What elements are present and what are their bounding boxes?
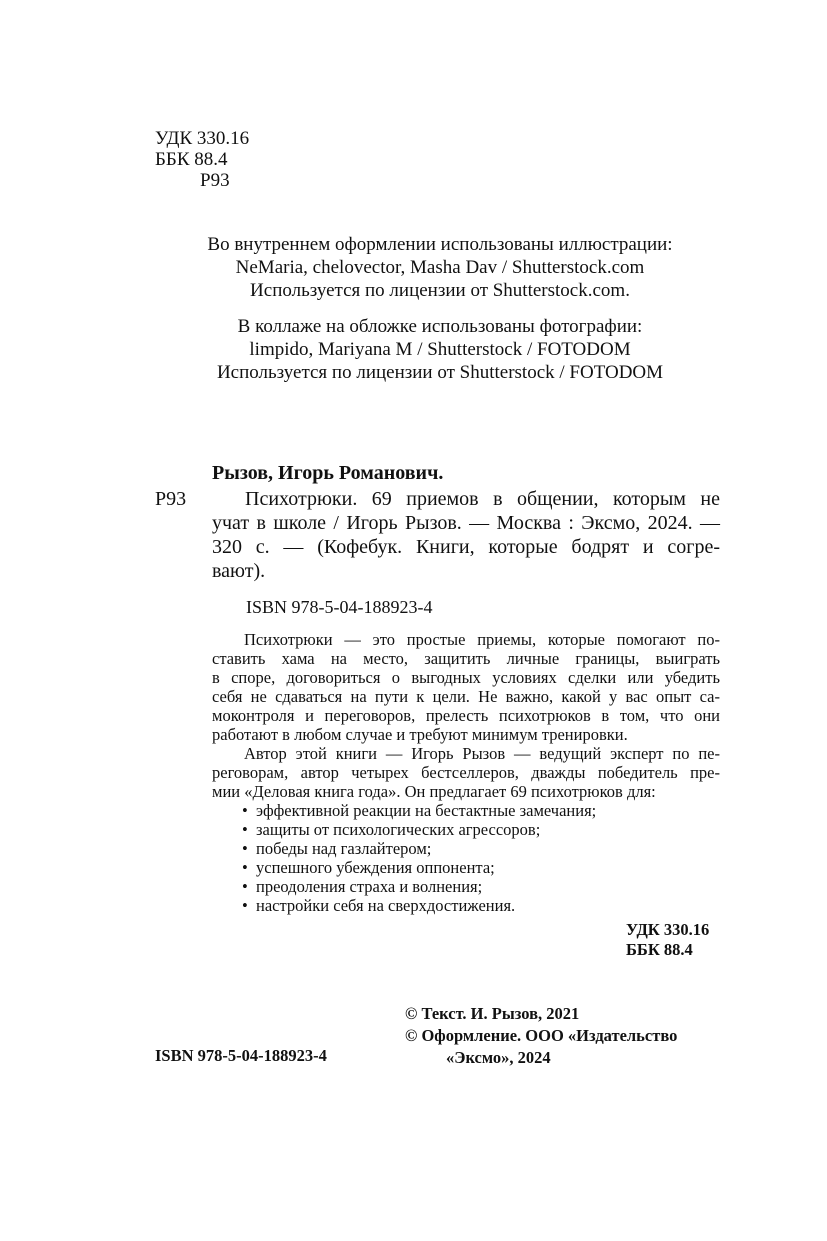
credit-line: Во внутреннем оформлении использованы иллюстрации: bbox=[207, 234, 673, 255]
annotation bbox=[212, 630, 720, 915]
entry-line: Психотрюки. 69 приемов в общении, которым не bbox=[245, 488, 720, 510]
annotation-line: ставить хама на место, защитить личные границы, выиграть bbox=[212, 649, 720, 668]
copyright-text: © Текст. И. Рызов, 2021 bbox=[405, 1004, 580, 1023]
catalog-entry bbox=[212, 487, 720, 583]
bullet-icon: • bbox=[242, 820, 248, 839]
copyright-design: © Оформление. ООО «Издательство bbox=[405, 1026, 678, 1045]
annotation-line: Психотрюки — это простые приемы, которые помогают по- bbox=[244, 630, 720, 649]
annotation-paragraph-1 bbox=[212, 630, 720, 744]
list-item: • успешного убеждения оппонента; bbox=[242, 858, 495, 877]
annotation-line: мии «Деловая книга года». Он предлагает 69 психотрюков для: bbox=[212, 782, 656, 801]
illustration-credits bbox=[150, 233, 730, 302]
catalog-author: Рызов, Игорь Романович. bbox=[212, 462, 444, 484]
list-item: • эффективной реакции на бестактные замечания; bbox=[242, 801, 597, 820]
cover-credits bbox=[150, 315, 730, 384]
annotation-line: себя не сдаваться на пути к цели. Не важно, какой у вас опыт са- bbox=[212, 687, 720, 706]
annotation-bullet-list bbox=[212, 801, 720, 915]
bullet-icon: • bbox=[242, 839, 248, 858]
annotation-line: Автор этой книги — Игорь Рызов — ведущий эксперт по пе- bbox=[244, 744, 720, 763]
catalog-code: Р93 bbox=[155, 488, 187, 510]
annotation-line: реговорам, автор четырех бестселлеров, дважды победитель пре- bbox=[212, 763, 720, 782]
bullet-icon: • bbox=[242, 877, 248, 896]
bullet-icon: • bbox=[242, 896, 248, 915]
list-item: • преодоления страха и волнения; bbox=[242, 877, 483, 896]
copyright-block bbox=[405, 1003, 677, 1069]
copyright-design-cont: «Эксмо», 2024 bbox=[446, 1048, 551, 1067]
list-item: • победы над газлайтером; bbox=[242, 839, 432, 858]
bbk-code-right: ББК 88.4 bbox=[626, 940, 693, 959]
author-code: Р93 bbox=[200, 170, 230, 191]
annotation-paragraph-2 bbox=[212, 744, 720, 801]
bbk-code: ББК 88.4 bbox=[155, 149, 228, 170]
udk-code: УДК 330.16 bbox=[155, 128, 250, 149]
annotation-line: моконтроля и переговоров, прелесть психотрюков в том, что они bbox=[212, 706, 720, 725]
bullet-icon: • bbox=[242, 801, 248, 820]
credit-line: Используется по лицензии от Shutterstock / FOTODOM bbox=[216, 362, 664, 383]
udk-code-right: УДК 330.16 bbox=[626, 920, 710, 939]
entry-line: учат в школе / Игорь Рызов. — Москва : Эксмо, 2024. — bbox=[212, 512, 720, 534]
annotation-line: работают в любом случае и требуют минимум тренировки. bbox=[212, 725, 628, 744]
catalog-isbn: ISBN 978-5-04-188923-4 bbox=[246, 597, 433, 617]
entry-line: вают). bbox=[212, 560, 266, 582]
list-item: • настройки себя на сверхдостижения. bbox=[242, 896, 516, 915]
entry-line: 320 с. — (Кофебук. Книги, которые бодрят и согре- bbox=[212, 536, 720, 558]
isbn-bottom: ISBN 978-5-04-188923-4 bbox=[155, 1046, 327, 1065]
credit-line: Используется по лицензии от Shutterstock.com. bbox=[250, 280, 630, 301]
classification-right bbox=[626, 920, 709, 960]
bullet-icon: • bbox=[242, 858, 248, 877]
list-item: • защиты от психологических агрессоров; bbox=[242, 820, 541, 839]
credit-line: NeMaria, chelovector, Masha Dav / Shutterstock.com bbox=[235, 257, 645, 278]
classification-block bbox=[155, 128, 249, 191]
annotation-line: в споре, договориться о выгодных условиях сделки или убедить bbox=[212, 668, 720, 687]
credit-line: limpido, Mariyana M / Shutterstock / FOTODOM bbox=[249, 339, 631, 360]
credit-line: В коллаже на обложке использованы фотографии: bbox=[237, 316, 643, 337]
